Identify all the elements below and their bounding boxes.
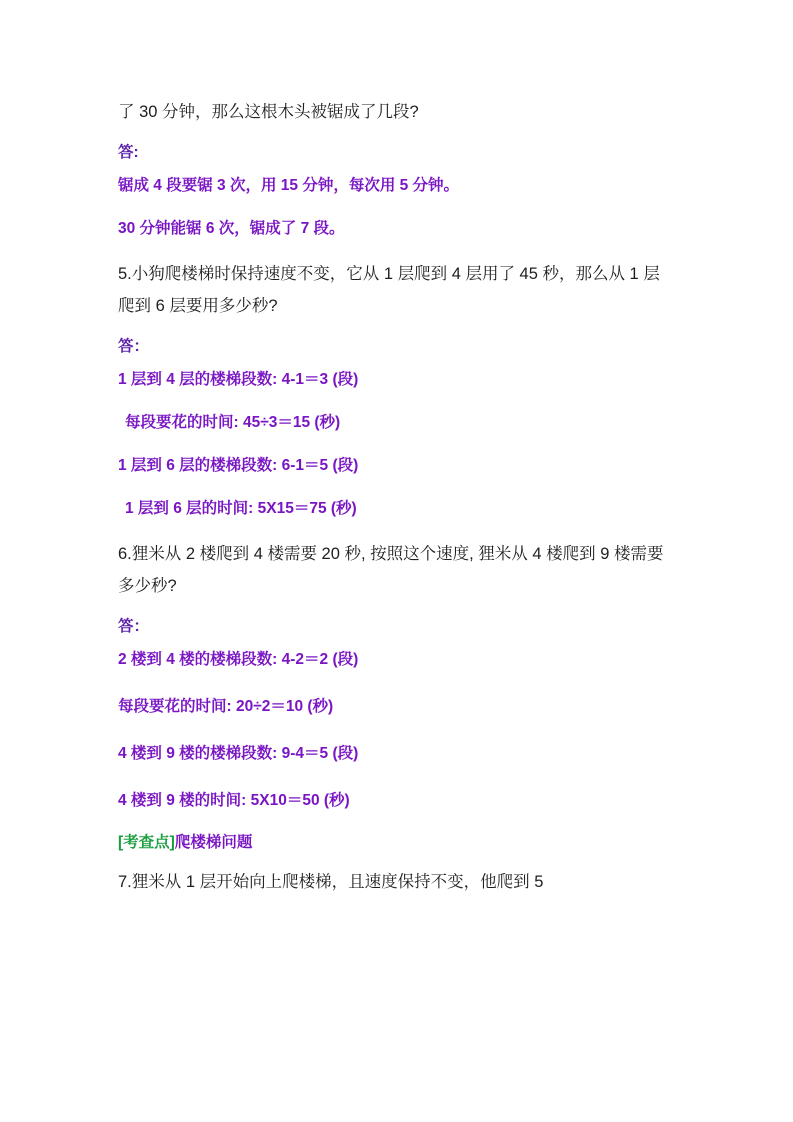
question-4-continuation: 了 30 分钟，那么这根木头被锯成了几段? <box>118 103 419 121</box>
solution-q6-line-3: 4 楼到 9 楼的楼梯段数: 9-4＝5 (段) <box>118 745 359 763</box>
solution-q6-line-1: 2 楼到 4 楼的楼梯段数: 4-2＝2 (段) <box>118 651 359 669</box>
keypoint-title: 爬楼梯问题 <box>174 834 253 852</box>
answer-label-q5: 答： <box>118 338 150 356</box>
solution-q5-line-3: 1 层到 6 层的楼梯段数: 6-1＝5 (段) <box>118 457 359 475</box>
solution-q5-line-4: 1 层到 6 层的时间: 5X15＝75 (秒) <box>125 500 357 518</box>
solution-q6-line-4: 4 楼到 9 楼的时间: 5X10＝50 (秒) <box>118 792 350 810</box>
keypoint-tag: [考查点] <box>118 834 175 852</box>
question-7: 7.狸米从 1 层开始向上爬楼梯，且速度保持不变，他爬到 5 <box>118 873 544 892</box>
keypoint-line <box>118 830 675 852</box>
document-body <box>118 96 675 898</box>
question-6: 6.狸米从 2 楼爬到 4 楼需要 20 秒, 按照这个速度, 狸米从 4 楼爬到 9 楼需要多少秒? <box>118 545 664 596</box>
answer-label-q4: 答: <box>118 144 139 162</box>
solution-q4-line-1: 锯成 4 段要锯 3 次，用 15 分钟，每次用 5 分钟。 <box>118 177 460 195</box>
solution-q6-line-2: 每段要花的时间: 20÷2＝10 (秒) <box>118 698 334 716</box>
answer-label-q6: 答： <box>118 618 150 636</box>
solution-q4-line-2: 30 分钟能锯 6 次，锯成了 7 段。 <box>118 220 345 238</box>
question-5: 5.小狗爬楼梯时保持速度不变，它从 1 层爬到 4 层用了 45 秒，那么从 1 层爬到 6 层要用多少秒? <box>118 265 660 316</box>
solution-q5-line-2: 每段要花的时间: 45÷3＝15 (秒) <box>125 414 341 432</box>
solution-q5-line-1: 1 层到 4 层的楼梯段数: 4-1＝3 (段) <box>118 371 359 389</box>
